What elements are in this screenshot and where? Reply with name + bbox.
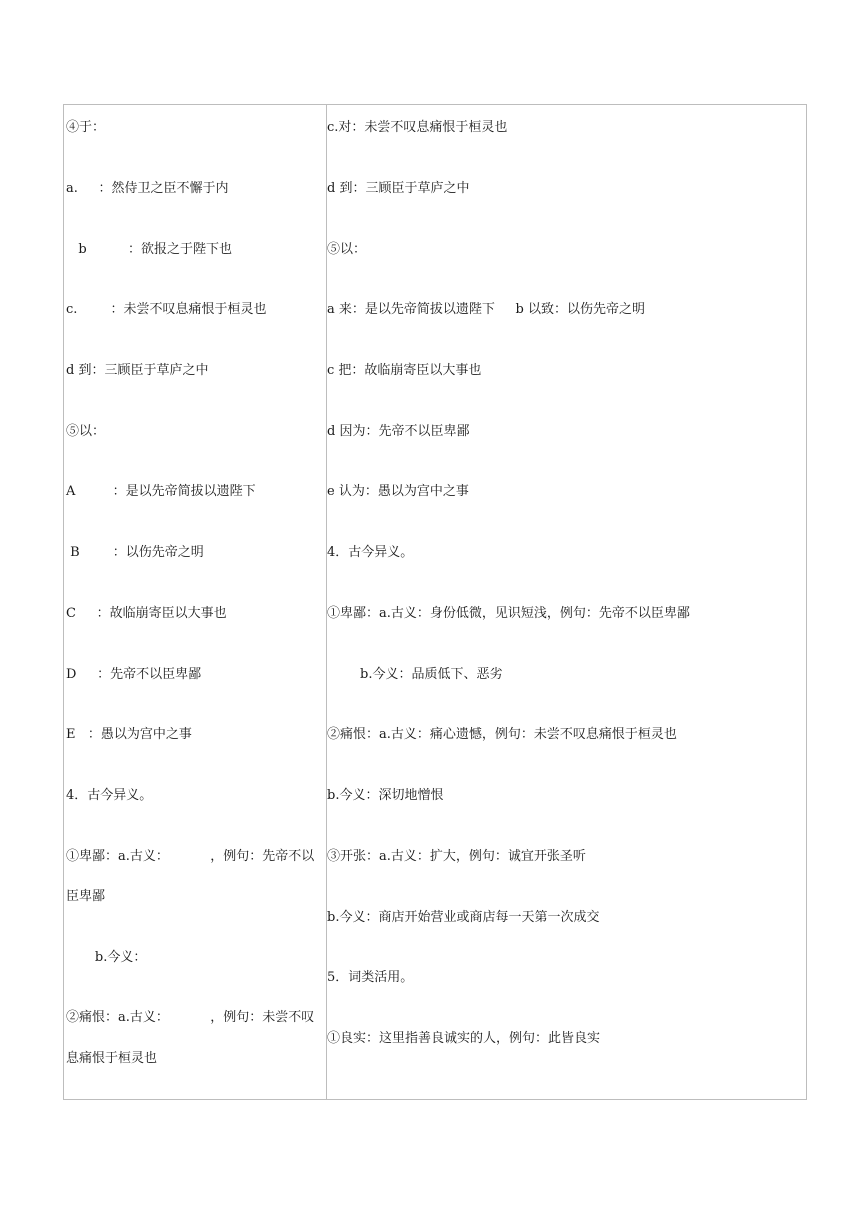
right-line-13: ③开张：a.古义：扩大，例句：诚宜开张圣听 [327,849,586,864]
right-line-10: b.今义：品质低下、恶劣 [327,667,503,682]
right-line-7: e 认为：愚以为宫中之事 [327,484,469,499]
right-line-14: b.今义：商店开始营业或商店每一天第一次成交 [327,910,600,925]
right-line-1: c.对：未尝不叹息痛恨于桓灵也 [327,120,508,135]
right-line-9: ①卑鄙：a.古义：身份低微，见识短浅，例句：先帝不以臣卑鄙 [327,606,690,621]
right-line-8: 4．古今异义。 [327,545,414,560]
worksheet-table [63,104,807,1100]
left-line-7: A ：是以先帝简拔以遗陛下 [66,484,256,499]
right-line-2: d 到：三顾臣于草庐之中 [327,181,470,196]
right-line-4: a 来：是以先帝简拔以遗陛下 b 以致：以伤先帝之明 [327,302,645,317]
left-line-8: B ：以伤先帝之明 [66,545,204,560]
left-line-12: 4．古今异义。 [66,788,153,803]
right-line-12: b.今义：深切地憎恨 [327,788,444,803]
left-line-10: D ：先帝不以臣卑鄙 [66,667,202,682]
right-line-3: ⑤以： [327,242,367,257]
left-line-13: ①卑鄙：a.古义： ，例句：先帝不以 [66,849,315,864]
left-line-16: ②痛恨：a.古义： ，例句：未尝不叹 [66,1010,315,1025]
left-line-11: E ：愚以为宫中之事 [66,727,192,742]
left-line-4: c. ：未尝不叹息痛恨于桓灵也 [66,302,267,317]
left-line-1: ④于： [66,120,106,135]
right-line-5: c 把：故临崩寄臣以大事也 [327,363,482,378]
left-line-3: b ：欲报之于陛下也 [66,242,233,257]
left-line-9: C ：故临崩寄臣以大事也 [66,606,227,621]
left-line-14: 臣卑鄙 [66,889,106,904]
right-line-16: ①良实：这里指善良诚实的人，例句：此皆良实 [327,1031,601,1046]
right-line-15: 5．词类活用。 [327,970,414,985]
left-line-17: 息痛恨于桓灵也 [66,1051,158,1066]
right-line-6: d 因为：先帝不以臣卑鄙 [327,424,470,439]
left-line-6: ⑤以： [66,424,106,439]
right-line-11: ②痛恨：a.古义：痛心遗憾，例句：未尝不叹息痛恨于桓灵也 [327,727,677,742]
left-line-2: a. ：然侍卫之臣不懈于内 [66,181,229,196]
left-line-5: d 到：三顾臣于草庐之中 [66,363,209,378]
left-line-15: b.今义： [66,950,147,965]
